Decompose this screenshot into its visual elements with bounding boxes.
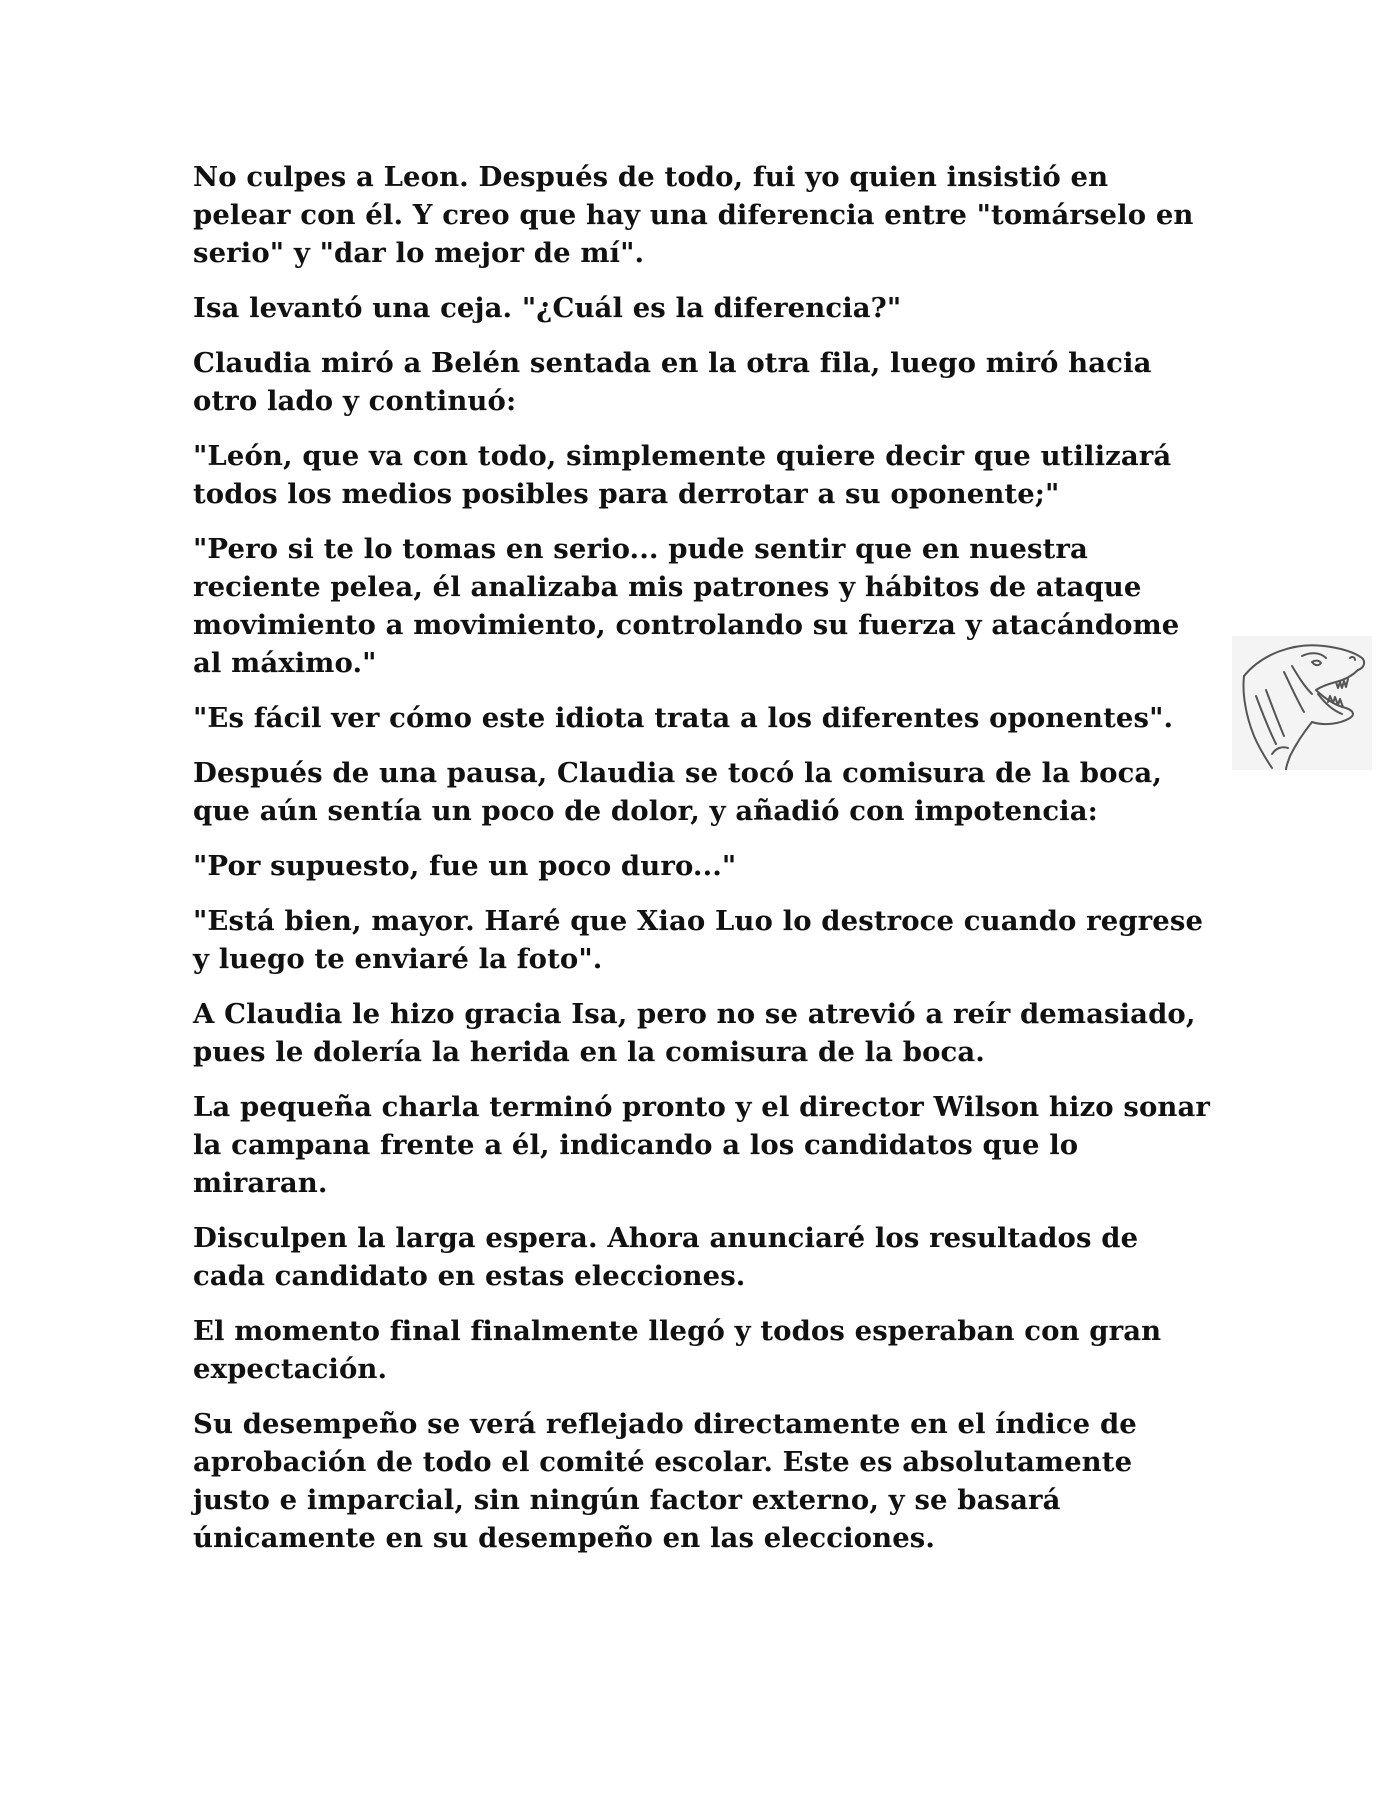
paragraph-14: Su desempeño se verá reflejado directamente en el índice de aprobación de todo el comité escolar. Este es absolutamente justo e imparcial, sin ningún factor externo, y se basará únicamente en su desempeño en las elecciones. xyxy=(193,1408,1137,1554)
paragraph-8: "Por supuesto, fue un poco duro..." xyxy=(193,850,737,882)
text-body xyxy=(193,158,1213,1574)
paragraph-11: La pequeña charla terminó pronto y el director Wilson hizo sonar la campana frente a él, indicando a los candidatos que lo miraran. xyxy=(193,1091,1211,1199)
paragraph-13: El momento final finalmente llegó y todos esperaban con gran expectación. xyxy=(193,1315,1162,1385)
paragraph-12: Disculpen la larga espera. Ahora anunciaré los resultados de cada candidato en estas elecciones. xyxy=(193,1222,1139,1292)
paragraph-4: "León, que va con todo, simplemente quiere decir que utilizará todos los medios posibles para derrotar a su oponente;" xyxy=(193,440,1172,510)
paragraph-1: No culpes a Leon. Después de todo, fui yo quien insistió en pelear con él. Y creo que hay una diferencia entre "tomárselo en serio" y "dar lo mejor de mí". xyxy=(193,161,1194,269)
paragraph-5: "Pero si te lo tomas en serio... pude sentir que en nuestra reciente pelea, él analizaba mis patrones y hábitos de ataque movimiento a movimiento, controlando su fuerza y atacándome al máximo." xyxy=(193,533,1180,679)
paragraph-2: Isa levantó una ceja. "¿Cuál es la diferencia?" xyxy=(193,292,902,324)
paragraph-7: Después de una pausa, Claudia se tocó la comisura de la boca, que aún sentía un poco de dolor, y añadió con impotencia: xyxy=(193,757,1163,827)
paragraph-9: "Está bien, mayor. Haré que Xiao Luo lo destroce cuando regrese y luego te enviaré la foto". xyxy=(193,905,1204,975)
paragraph-6: "Es fácil ver cómo este idiota trata a los diferentes oponentes". xyxy=(193,702,1174,734)
paragraph-3: Claudia miró a Belén sentada en la otra fila, luego miró hacia otro lado y continuó: xyxy=(193,347,1152,417)
paragraph-10: A Claudia le hizo gracia Isa, pero no se atrevió a reír demasiado, pues le dolería la herida en la comisura de la boca. xyxy=(193,998,1196,1068)
dinosaur-head-sketch-icon xyxy=(1232,636,1372,770)
